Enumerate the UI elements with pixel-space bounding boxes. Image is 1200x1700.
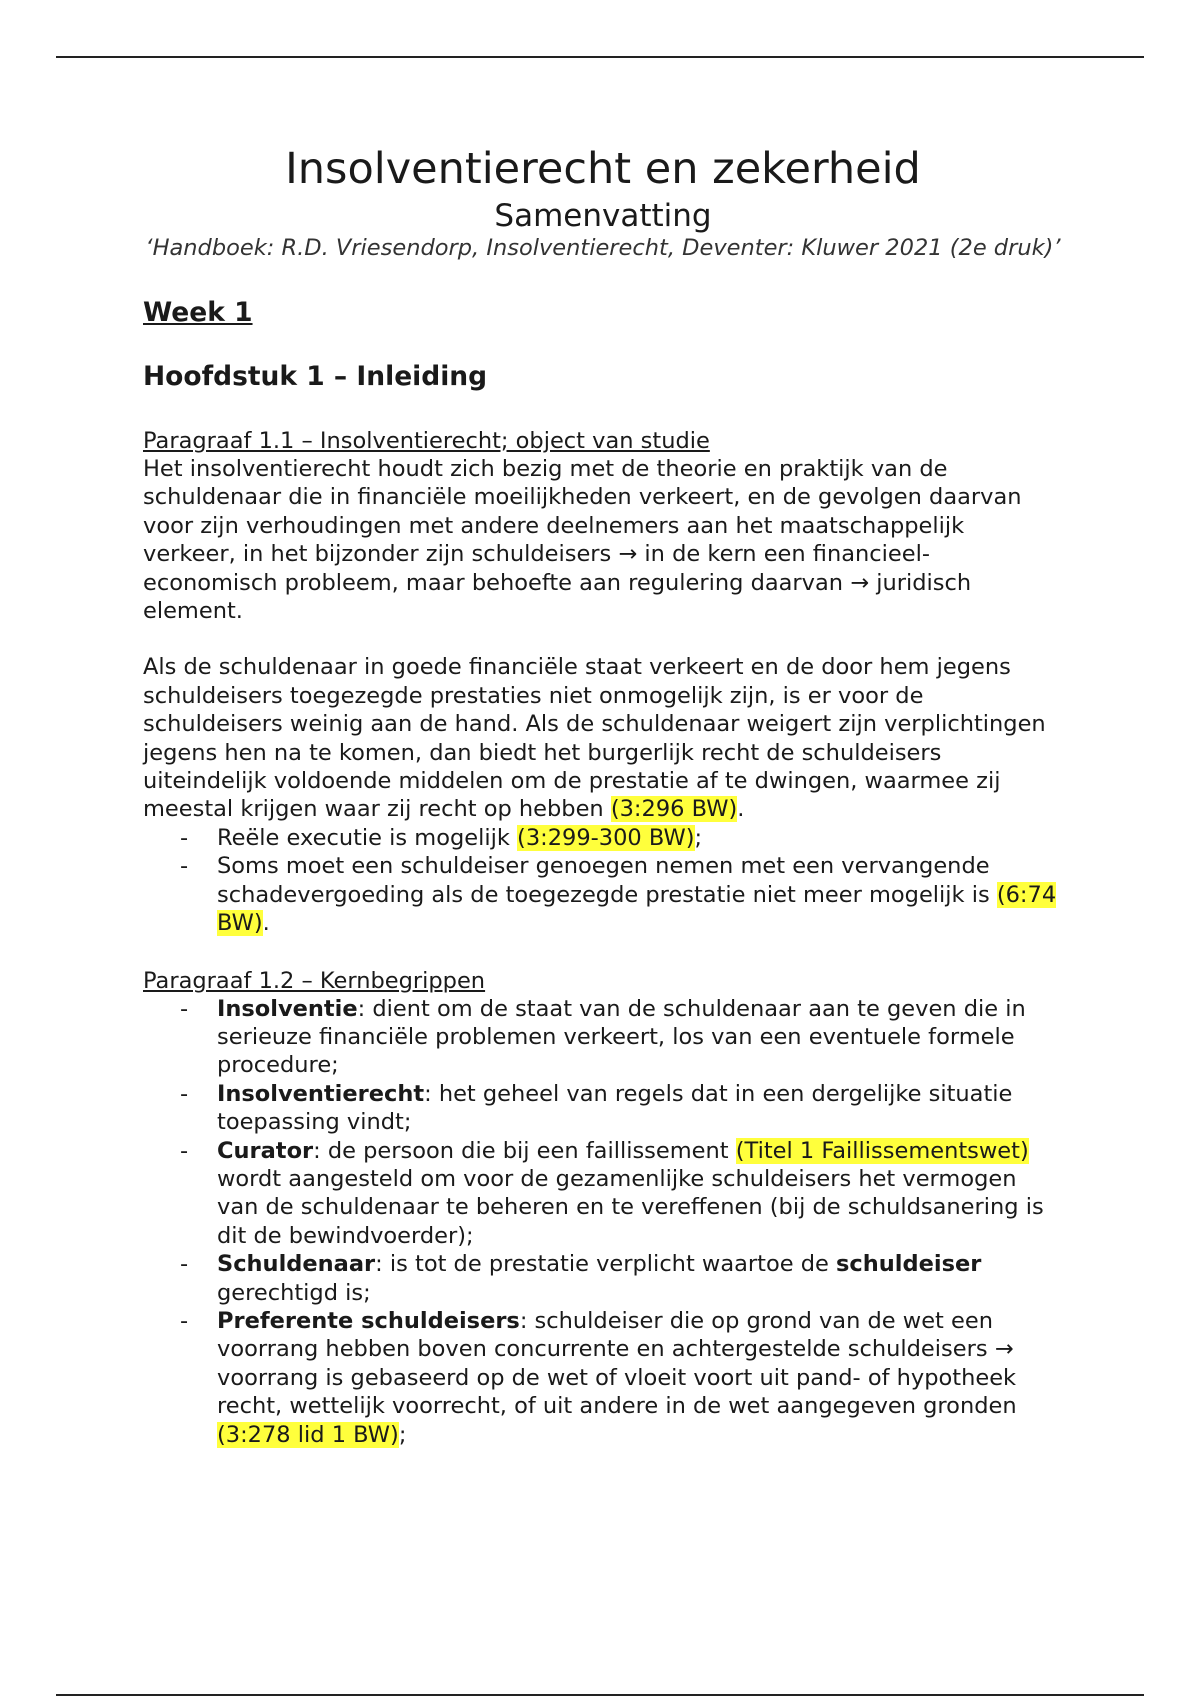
definition-cont: ;: [398, 1421, 407, 1448]
law-reference-highlight: (Titel 1 Faillissementswet): [735, 1137, 1029, 1164]
document-page: [143, 140, 1063, 1449]
paragraph-1-1-text-2: [143, 653, 1063, 823]
list-item: [143, 1137, 1063, 1251]
text: Als de schuldenaar in goede financiële staat verkeert en de door hem jegens schuldeisers toegezegde prestaties niet onmogelijk zijn, is er voor de schuldeisers weinig aan de hand. Als de schuldenaar weigert zijn verplichtingen jegens hen na te komen, dan biedt het burgerlijk recht de schuldeisers uiteindelijk voldoende middelen om de prestatie af te dwingen, waarmee zij meestal krijgen waar zij recht op hebben: [143, 654, 1046, 823]
list-item: [143, 852, 1063, 937]
definition: : is tot de prestatie verplicht waartoe de: [375, 1251, 837, 1278]
paragraph-1-2-title: Paragraaf 1.2 – Kernbegrippen: [143, 967, 486, 994]
list-item: [143, 1307, 1063, 1449]
term: Curator: [217, 1137, 314, 1164]
definition-cont: wordt aangesteld om voor de gezamenlijke schuldeisers het vermogen van de schuldenaar te beheren en te vereffenen (bij de schuldsanering is dit de bewindvoerder);: [217, 1165, 1044, 1249]
term-inline: schuldeiser: [836, 1251, 982, 1278]
term: Schuldenaar: [217, 1251, 376, 1278]
law-reference-highlight: (6:74 BW): [217, 881, 1057, 937]
term: Preferente schuldeisers: [217, 1307, 520, 1334]
item-end: ;: [694, 824, 703, 851]
definition-cont: gerechtigd is;: [217, 1279, 371, 1306]
item-text: Soms moet een schuldeiser genoegen nemen met een vervangende schadevergoeding als de toegezegde prestatie niet meer mogelijk is: [217, 853, 997, 908]
paragraph-1-1-title: Paragraaf 1.1 – Insolventierecht; object van studie: [143, 428, 710, 454]
item-text: Reële executie is mogelijk: [217, 824, 518, 851]
law-reference-highlight: (3:299-300 BW): [517, 824, 695, 851]
law-reference-highlight: (3:296 BW): [610, 796, 738, 823]
item-end: .: [262, 910, 270, 937]
paragraph-1-1-list: [143, 824, 1063, 938]
law-reference-highlight: (3:278 lid 1 BW): [217, 1421, 399, 1448]
bottom-rule: [56, 1694, 1144, 1696]
list-item: [143, 1250, 1063, 1307]
week-heading: Week 1: [143, 297, 253, 328]
document-subtitle: Samenvatting: [494, 198, 712, 234]
paragraph-1-1-text-1: Het insolventierecht houdt zich bezig met de theorie en praktijk van de schuldenaar die in financiële moeilijkheden verkeert, en de gevolgen daarvan voor zijn verhoudingen met andere deelnemers aan het maatschappelijk verkeer, in het bijzonder zijn schuldeisers → in de kern een financieel-economisch probleem, maar behoefte aan regulering daarvan → juridisch element.: [143, 456, 1022, 625]
text-end: .: [737, 796, 745, 823]
kernbegrippen-list: [143, 995, 1063, 1450]
list-item: [143, 1080, 1063, 1137]
term: Insolventie: [217, 995, 358, 1022]
definition: : de persoon die bij een faillissement: [313, 1137, 736, 1164]
definition: : schuldeiser die op grond van de wet een voorrang hebben boven concurrente en achtergestelde schuldeisers → voorrang is gebaseerd op de wet of vloeit voort uit pand- of hypotheek recht, wettelijk voorrecht, of uit andere in de wet aangegeven gronden: [217, 1307, 1017, 1420]
definition: : het geheel van regels dat in een dergelijke situatie toepassing vindt;: [217, 1080, 1013, 1136]
term: Insolventierecht: [217, 1080, 425, 1107]
document-title: Insolventierecht en zekerheid: [285, 144, 921, 194]
handbook-reference: ‘Handboek: R.D. Vriesendorp, Insolventierecht, Deventer: Kluwer 2021 (2e druk)’: [145, 235, 1061, 261]
chapter-heading: Hoofdstuk 1 – Inleiding: [143, 361, 488, 392]
top-rule: [56, 56, 1144, 58]
list-item: [143, 995, 1063, 1080]
definition: : dient om de staat van de schuldenaar aan te geven die in serieuze financiële problemen verkeert, los van een eventuele formele procedure;: [217, 995, 1026, 1079]
list-item: [143, 824, 1063, 852]
